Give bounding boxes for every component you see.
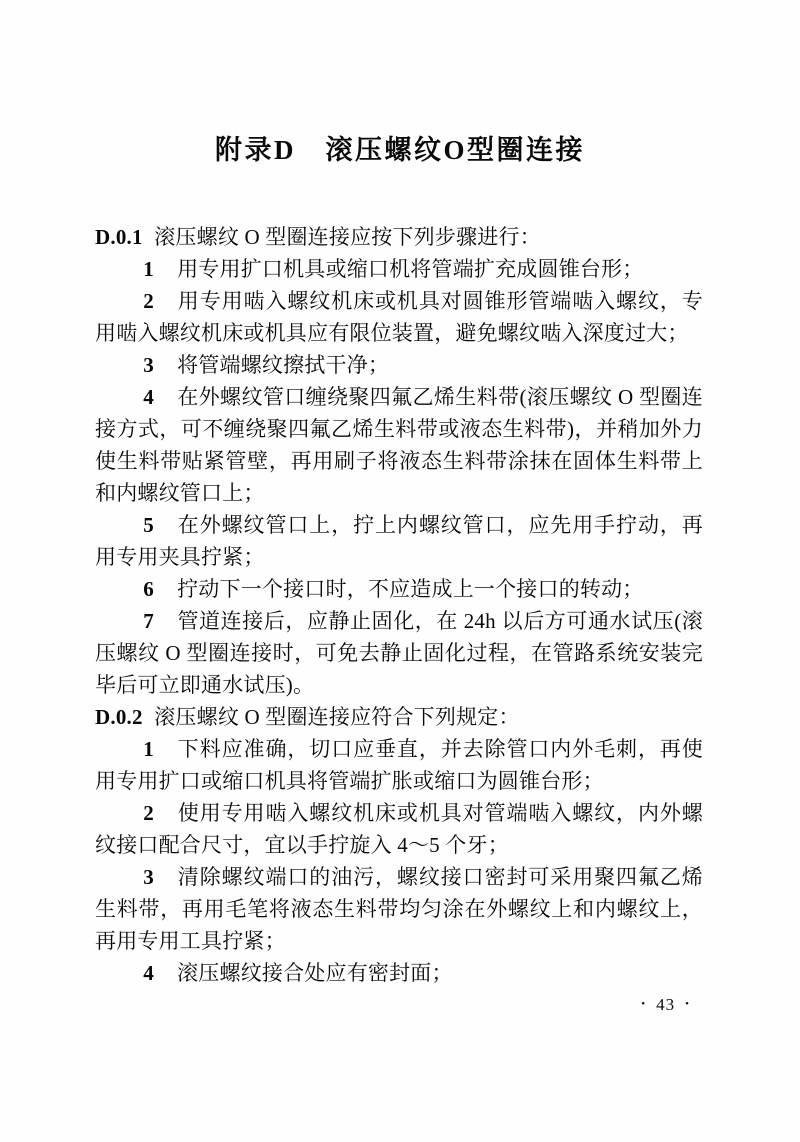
paragraph-label: 6 [143, 577, 154, 601]
paragraph-label: 7 [143, 609, 154, 633]
footer-left-dot: • [641, 998, 647, 1010]
paragraph-text: 下料应准确，切口应垂直，并去除管口内外毛刺，再使用专用扩口或缩口机具将管端扩胀或缩口为圆锥台形； [95, 737, 703, 793]
paragraph-label: 3 [143, 865, 154, 889]
paragraph-text: 将管端螺纹擦拭干净； [177, 353, 390, 377]
document-body [95, 221, 703, 989]
item-paragraph [95, 509, 703, 573]
paragraph-text: 使用专用啮入螺纹机床或机具对管端啮入螺纹，内外螺纹接口配合尺寸，宜以手拧旋入 4～5 个牙； [95, 801, 703, 857]
paragraph-label: 3 [143, 353, 154, 377]
paragraph-label: 2 [143, 801, 154, 825]
paragraph-label: 2 [143, 289, 154, 313]
item-paragraph [95, 349, 703, 381]
item-paragraph [95, 861, 703, 957]
paragraph-label: 4 [143, 961, 154, 985]
item-paragraph [95, 957, 703, 989]
paragraph-label: 5 [143, 513, 154, 537]
paragraph-text: 滚压螺纹接合处应有密封面； [177, 961, 453, 985]
paragraph-label: D.0.2 [95, 705, 143, 729]
item-paragraph [95, 797, 703, 861]
paragraph-label: D.0.1 [95, 225, 143, 249]
paragraph-text: 清除螺纹端口的油污，螺纹接口密封可采用聚四氟乙烯生料带，再用毛笔将液态生料带均匀涂在外螺纹上和内螺纹上，再用专用工具拧紧； [95, 865, 703, 953]
page-footer [641, 995, 690, 1015]
paragraph-text: 在外螺纹管口缠绕聚四氟乙烯生料带(滚压螺纹 O 型圈连接方式，可不缠绕聚四氟乙烯生料带或液态生料带)，并稍加外力使生料带贴紧管壁，再用刷子将液态生料带涂抹在固体生料带上和内螺纹管口上； [95, 385, 703, 505]
paragraph-text: 用专用扩口机具或缩口机将管端扩充成圆锥台形； [177, 257, 644, 281]
appendix-title: 附录D 滚压螺纹O型圈连接 [215, 135, 585, 165]
section-paragraph [95, 701, 703, 733]
paragraph-label: 4 [143, 385, 154, 409]
paragraph-text: 滚压螺纹 O 型圈连接应按下列步骤进行： [154, 225, 541, 249]
paragraph-text: 拧动下一个接口时，不应造成上一个接口的转动； [177, 577, 644, 601]
item-paragraph [95, 285, 703, 349]
paragraph-text: 滚压螺纹 O 型圈连接应符合下列规定： [154, 705, 520, 729]
item-paragraph [95, 605, 703, 701]
footer-right-dot: • [685, 998, 690, 1010]
paragraph-text: 用专用啮入螺纹机床或机具对圆锥形管端啮入螺纹，专用啮入螺纹机床或机具应有限位装置，避免螺纹啮入深度过大； [95, 289, 703, 345]
paragraph-label: 1 [143, 737, 154, 761]
paragraph-label: 1 [143, 257, 154, 281]
section-paragraph [95, 221, 703, 253]
page-number: 43 [656, 995, 676, 1014]
item-paragraph [95, 253, 703, 285]
item-paragraph [95, 573, 703, 605]
item-paragraph [95, 733, 703, 797]
paragraph-text: 管道连接后，应静止固化，在 24h 以后方可通水试压(滚压螺纹 O 型圈连接时，可免去静止固化过程，在管路系统安装完毕后可立即通水试压)。 [95, 609, 703, 697]
paragraph-text: 在外螺纹管口上，拧上内螺纹管口，应先用手拧动，再用专用夹具拧紧； [95, 513, 703, 569]
item-paragraph [95, 381, 703, 509]
